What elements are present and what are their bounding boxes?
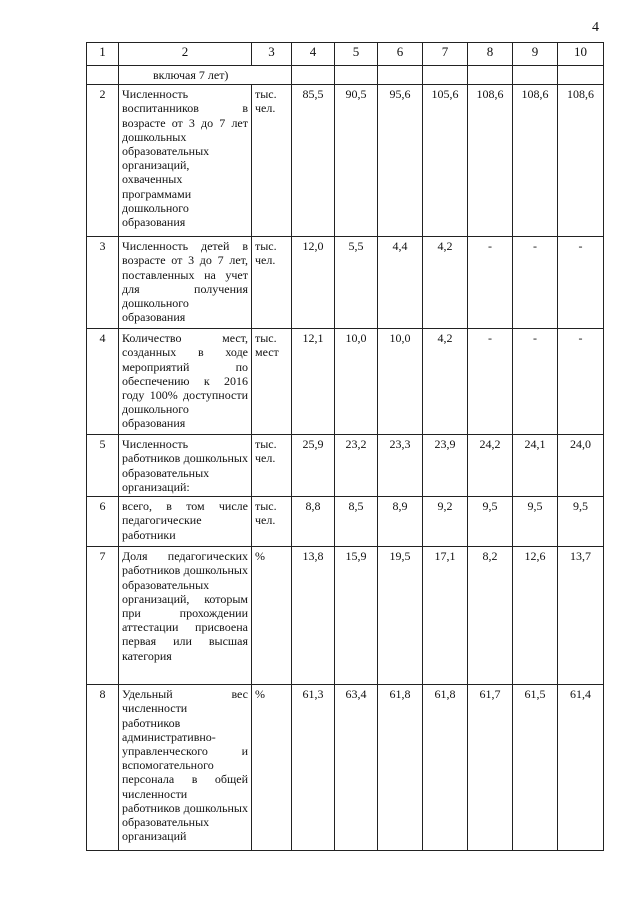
- value-cell: 108,6: [513, 85, 558, 237]
- value-cell: 12,0: [292, 237, 335, 329]
- column-header: 3: [252, 43, 292, 66]
- unit-of-measure: тыс. чел.: [252, 85, 292, 237]
- value-cell: 19,5: [378, 547, 423, 685]
- value-cell: 25,9: [292, 435, 335, 497]
- value-cell: 23,2: [335, 435, 378, 497]
- value-cell: 4,2: [423, 329, 468, 435]
- value-cell: -: [558, 237, 604, 329]
- value-cell: 13,8: [292, 547, 335, 685]
- table-header-row: [87, 43, 604, 66]
- table-row: [87, 85, 604, 237]
- value-cell: 61,8: [378, 685, 423, 851]
- continuation-text: включая 7 лет): [119, 66, 292, 85]
- indicator-description: Удельный вес численности работников административно-управленческого и вспомогательного персонала в общей численности работников дошкольных образовательных организаций: [119, 685, 252, 851]
- value-cell: 15,9: [335, 547, 378, 685]
- value-cell: 12,1: [292, 329, 335, 435]
- indicator-description: Численность детей в возрасте от 3 до 7 лет, поставленных на учет для получения дошкольного образования: [119, 237, 252, 329]
- value-cell: 17,1: [423, 547, 468, 685]
- value-cell: 23,3: [378, 435, 423, 497]
- value-cell: 8,5: [335, 497, 378, 547]
- value-cell: 108,6: [468, 85, 513, 237]
- value-cell: 105,6: [423, 85, 468, 237]
- row-number: 8: [87, 685, 119, 851]
- value-cell: -: [468, 329, 513, 435]
- value-cell: 95,6: [378, 85, 423, 237]
- value-cell: 9,5: [558, 497, 604, 547]
- indicator-description: Доля педагогических работников дошкольных образовательных организаций, которым при прохождении аттестации присвоена первая или высшая категория: [119, 547, 252, 685]
- table-row: [87, 685, 604, 851]
- value-cell: 9,5: [468, 497, 513, 547]
- value-cell: 13,7: [558, 547, 604, 685]
- value-cell: -: [558, 329, 604, 435]
- indicator-description: Численность работников дошкольных образовательных организаций:: [119, 435, 252, 497]
- unit-of-measure: тыс. чел.: [252, 497, 292, 547]
- value-cell: 8,9: [378, 497, 423, 547]
- data-table: [86, 42, 604, 851]
- column-header: 5: [335, 43, 378, 66]
- table-row: [87, 435, 604, 497]
- value-cell: 5,5: [335, 237, 378, 329]
- row-number: 7: [87, 547, 119, 685]
- row-number: 5: [87, 435, 119, 497]
- value-cell: 9,2: [423, 497, 468, 547]
- column-header: 10: [558, 43, 604, 66]
- value-cell: 24,0: [558, 435, 604, 497]
- value-cell: 63,4: [335, 685, 378, 851]
- value-cell: -: [513, 237, 558, 329]
- row-number: 4: [87, 329, 119, 435]
- value-cell: -: [468, 237, 513, 329]
- value-cell: 10,0: [378, 329, 423, 435]
- column-header: 4: [292, 43, 335, 66]
- value-cell: -: [513, 329, 558, 435]
- value-cell: 24,2: [468, 435, 513, 497]
- unit-of-measure: тыс. чел.: [252, 435, 292, 497]
- value-cell: 90,5: [335, 85, 378, 237]
- row-number: 6: [87, 497, 119, 547]
- value-cell: 61,7: [468, 685, 513, 851]
- page-number: 4: [592, 20, 599, 35]
- value-cell: 12,6: [513, 547, 558, 685]
- indicator-description: всего, в том числе педагогические работники: [119, 497, 252, 547]
- row-number: 2: [87, 85, 119, 237]
- value-cell: 23,9: [423, 435, 468, 497]
- table-row: [87, 329, 604, 435]
- indicator-description: Количество мест, созданных в ходе мероприятий по обеспечению к 2016 году 100% доступности дошкольного образования: [119, 329, 252, 435]
- value-cell: 4,2: [423, 237, 468, 329]
- value-cell: 8,2: [468, 547, 513, 685]
- value-cell: 10,0: [335, 329, 378, 435]
- column-header: 1: [87, 43, 119, 66]
- value-cell: 61,5: [513, 685, 558, 851]
- value-cell: 61,8: [423, 685, 468, 851]
- continuation-row: [87, 66, 604, 85]
- table-row: [87, 237, 604, 329]
- table-row: [87, 497, 604, 547]
- unit-of-measure: тыс. чел.: [252, 237, 292, 329]
- value-cell: 24,1: [513, 435, 558, 497]
- unit-of-measure: %: [252, 685, 292, 851]
- column-header: 9: [513, 43, 558, 66]
- value-cell: 85,5: [292, 85, 335, 237]
- unit-of-measure: %: [252, 547, 292, 685]
- column-header: 6: [378, 43, 423, 66]
- value-cell: 4,4: [378, 237, 423, 329]
- value-cell: 61,3: [292, 685, 335, 851]
- value-cell: 61,4: [558, 685, 604, 851]
- column-header: 8: [468, 43, 513, 66]
- value-cell: 8,8: [292, 497, 335, 547]
- column-header: 2: [119, 43, 252, 66]
- unit-of-measure: тыс. мест: [252, 329, 292, 435]
- row-number: 3: [87, 237, 119, 329]
- indicator-description: Численность воспитанников в возрасте от 3 до 7 лет дошкольных образовательных организаций, охваченных программами дошкольного образования: [119, 85, 252, 237]
- value-cell: 9,5: [513, 497, 558, 547]
- column-header: 7: [423, 43, 468, 66]
- table-row: [87, 547, 604, 685]
- value-cell: 108,6: [558, 85, 604, 237]
